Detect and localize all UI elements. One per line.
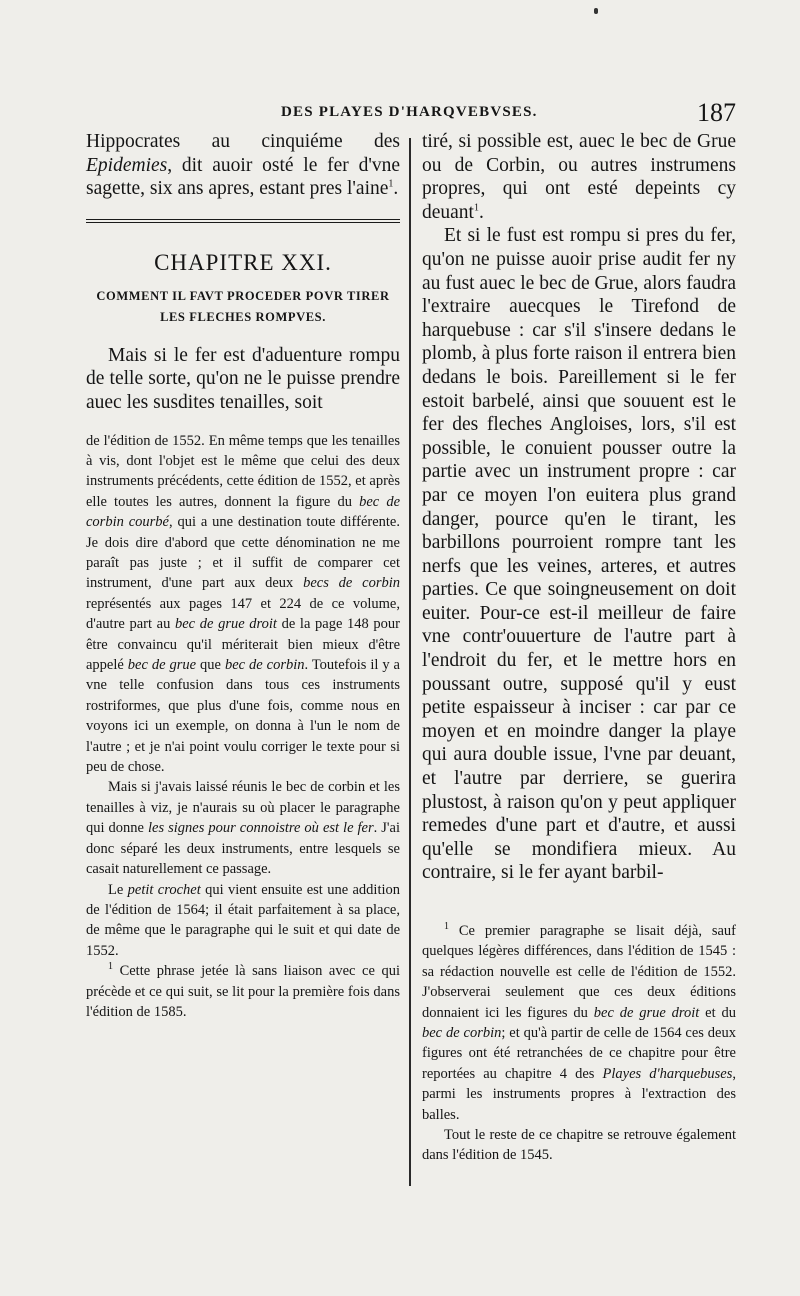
- note-paragraph: [86, 431, 400, 778]
- chapter-rule: [86, 219, 400, 224]
- text-run: tiré, si possible est, auec le bec de Grue ou de Corbin, ou autres instrumens propres, qui ont esté depeints cy deuant: [422, 131, 736, 223]
- text-run: , parmi les instruments propres à l'extraction des balles.: [422, 1065, 737, 1123]
- text-run: Ce premier paragraphe se lisait déjà, sauf quelques légères différences, dans l'édition de 1545 : sa rédaction nouvelle est celle de l'édition de 1552. J'observerai seulement que ces deux éditions donnaient ici les figures du: [422, 923, 736, 1021]
- note-paragraph: [422, 1125, 736, 1166]
- text-run: Mais si j'avais laissé réunis le bec de corbin et les tenailles à viz, je n'aurais su où placer le paragraphe qui donne: [86, 779, 400, 837]
- body-paragraph: [422, 130, 736, 224]
- text-run: Et si le fust est rompu si pres du fer, qu'on ne puisse auoir prise audit fer ny au fust auec le bec de Grue, alors faudra l'extraire auecques le Tirefond de harquebuse : car s'il s'insere dedans le plomb, à plus forte raison il entrera bien dedans le bois. Pareillement si le fer estoit barbelé, ainsi que souuent est le fer des fleches Angloises, lors, s'il est possible, le conuient pousser outre la partie avec un instrument propre : car par ce moyen l'on euitera plus grand danger, pource qu'en le tirant, les barbillons pourroient rompre tant les nerfs que les veines, arteres, et autres parties. Ce que soingneusement on doit euiter. Pour-ce est-il meilleur de faire vne contr'ouuerture de l'autre part à l'endroit du fer, et le mettre hors en poussant outre, supposé qu'il y eust petite espaisseur à inciser : car par ce moyen et en moindre danger la playe qui aura double issue, l'vne par deuant, et l'autre par derriere, se guerira plustost, à raison qu'on y peut appliquer remedes d'une part et d'autre, et aussi qu'elle se mondifiera mieux. Au contraire, si le fer ayant barbil-: [422, 225, 736, 884]
- italic-text: Epidemies: [86, 154, 168, 176]
- footnote-marker: 1: [388, 178, 394, 190]
- text-run: Hippocrates au cinquiéme des: [86, 131, 400, 152]
- footnote: [86, 961, 400, 1022]
- text-run: . J'ai donc séparé les deux instruments, entre lesquels se casait naturellement ce passage.: [86, 820, 400, 878]
- text-run: .: [478, 201, 484, 223]
- text-run: de la page 148 pour être convaincu qu'il mériterait bien mieux d'être appelé: [86, 616, 400, 674]
- italic-text: bec de corbin: [422, 1025, 502, 1042]
- text-run: . Toutefois il y a vne telle confusion dans tous ces instruments rostriformes, que plus d'une fois, comme nous en voyons ici un exemple, on donna à l'un le nom de l'autre ; et je n'ai point voulu corriger le texte pour si peu de chose.: [86, 657, 400, 776]
- note-paragraph: [86, 880, 400, 962]
- running-title: DES PLAYES D'HARQVEBVSES.: [281, 104, 538, 120]
- left-column: [86, 130, 400, 1022]
- footnote-marker: 1: [444, 921, 449, 933]
- text-run: , dit auoir osté le fer d'vne sagette, six ans apres, estant pres l'aine: [86, 154, 400, 200]
- italic-text: bec de corbin: [224, 657, 305, 674]
- text-run: Mais si le fer est d'aduenture rompu de telle sorte, qu'on ne le puisse prendre auec les susdites tenailles, soit: [86, 344, 400, 413]
- italic-text: bec de grue droit: [593, 1004, 700, 1021]
- text-run: qui vient ensuite est une addition de l'édition de 1564; il était parfaitement à sa place, de même que le paragraphe qui le suit et qui date de 1552.: [86, 881, 401, 959]
- italic-text: bec de grue droit: [174, 616, 277, 633]
- body-paragraph: [86, 344, 400, 415]
- page-number: 187: [697, 98, 736, 127]
- chapter-title: CHAPITRE XXI.: [154, 249, 332, 275]
- italic-text: petit crochet: [127, 881, 201, 898]
- italic-text: Playes d'harquebuses: [602, 1065, 733, 1082]
- text-run: de l'édition de 1552. En même temps que les tenailles à vis, dont l'objet est le même que celui des deux instruments précédents, cette édition de 1552, et après elle toutes les autres, donnent la figure du: [86, 432, 400, 510]
- text-run: Tout le reste de ce chapitre se retrouve également dans l'édition de 1545.: [422, 1127, 736, 1164]
- footnotes-right: [422, 921, 736, 1166]
- footnote-marker: 1: [473, 202, 479, 214]
- text-run: que: [196, 657, 225, 674]
- text-run: ; et qu'à partir de celle de 1564 ces deux figures ont été retranchées de ce chapitre pour être reportées au chapitre 4 des: [422, 1025, 736, 1082]
- page-header: [86, 98, 736, 132]
- note-paragraph: [86, 777, 400, 879]
- footnote-marker: 1: [108, 961, 113, 973]
- italic-text: becs de corbin: [303, 575, 400, 592]
- footnote: [422, 921, 736, 1125]
- footnotes-left: [86, 431, 400, 1023]
- continuation-paragraph: [86, 130, 400, 201]
- ink-speck: [594, 8, 598, 14]
- text-run: et du: [699, 1004, 736, 1021]
- column-divider: [409, 138, 411, 1186]
- text-run: Cette phrase jetée là sans liaison avec ce qui précède et ce qui suit, se lit pour la première fois dans l'édition de 1585.: [86, 963, 400, 1020]
- text-run: représentés aux pages 147 et 224 de ce volume, d'autre part au: [86, 595, 400, 633]
- body-paragraph: [422, 224, 736, 885]
- chapter-subtitle: COMMENT IL FAVT PROCEDER POVR TIRER LES FLECHES ROMPVES.: [96, 288, 390, 324]
- text-run: , qui a une destination toute différente. Je dois dire d'abord que cette dénomination ne me paraît pas juste ; et il suffit de comparer cet instrument, d'une part aux deux: [86, 514, 400, 592]
- italic-text: les signes pour connoistre où est le fer: [147, 820, 374, 837]
- italic-text: bec de corbin courbé: [86, 493, 401, 531]
- text-run: Le: [108, 881, 128, 898]
- text-run: .: [393, 178, 399, 200]
- right-column: [422, 130, 736, 1166]
- italic-text: bec de grue: [127, 657, 197, 674]
